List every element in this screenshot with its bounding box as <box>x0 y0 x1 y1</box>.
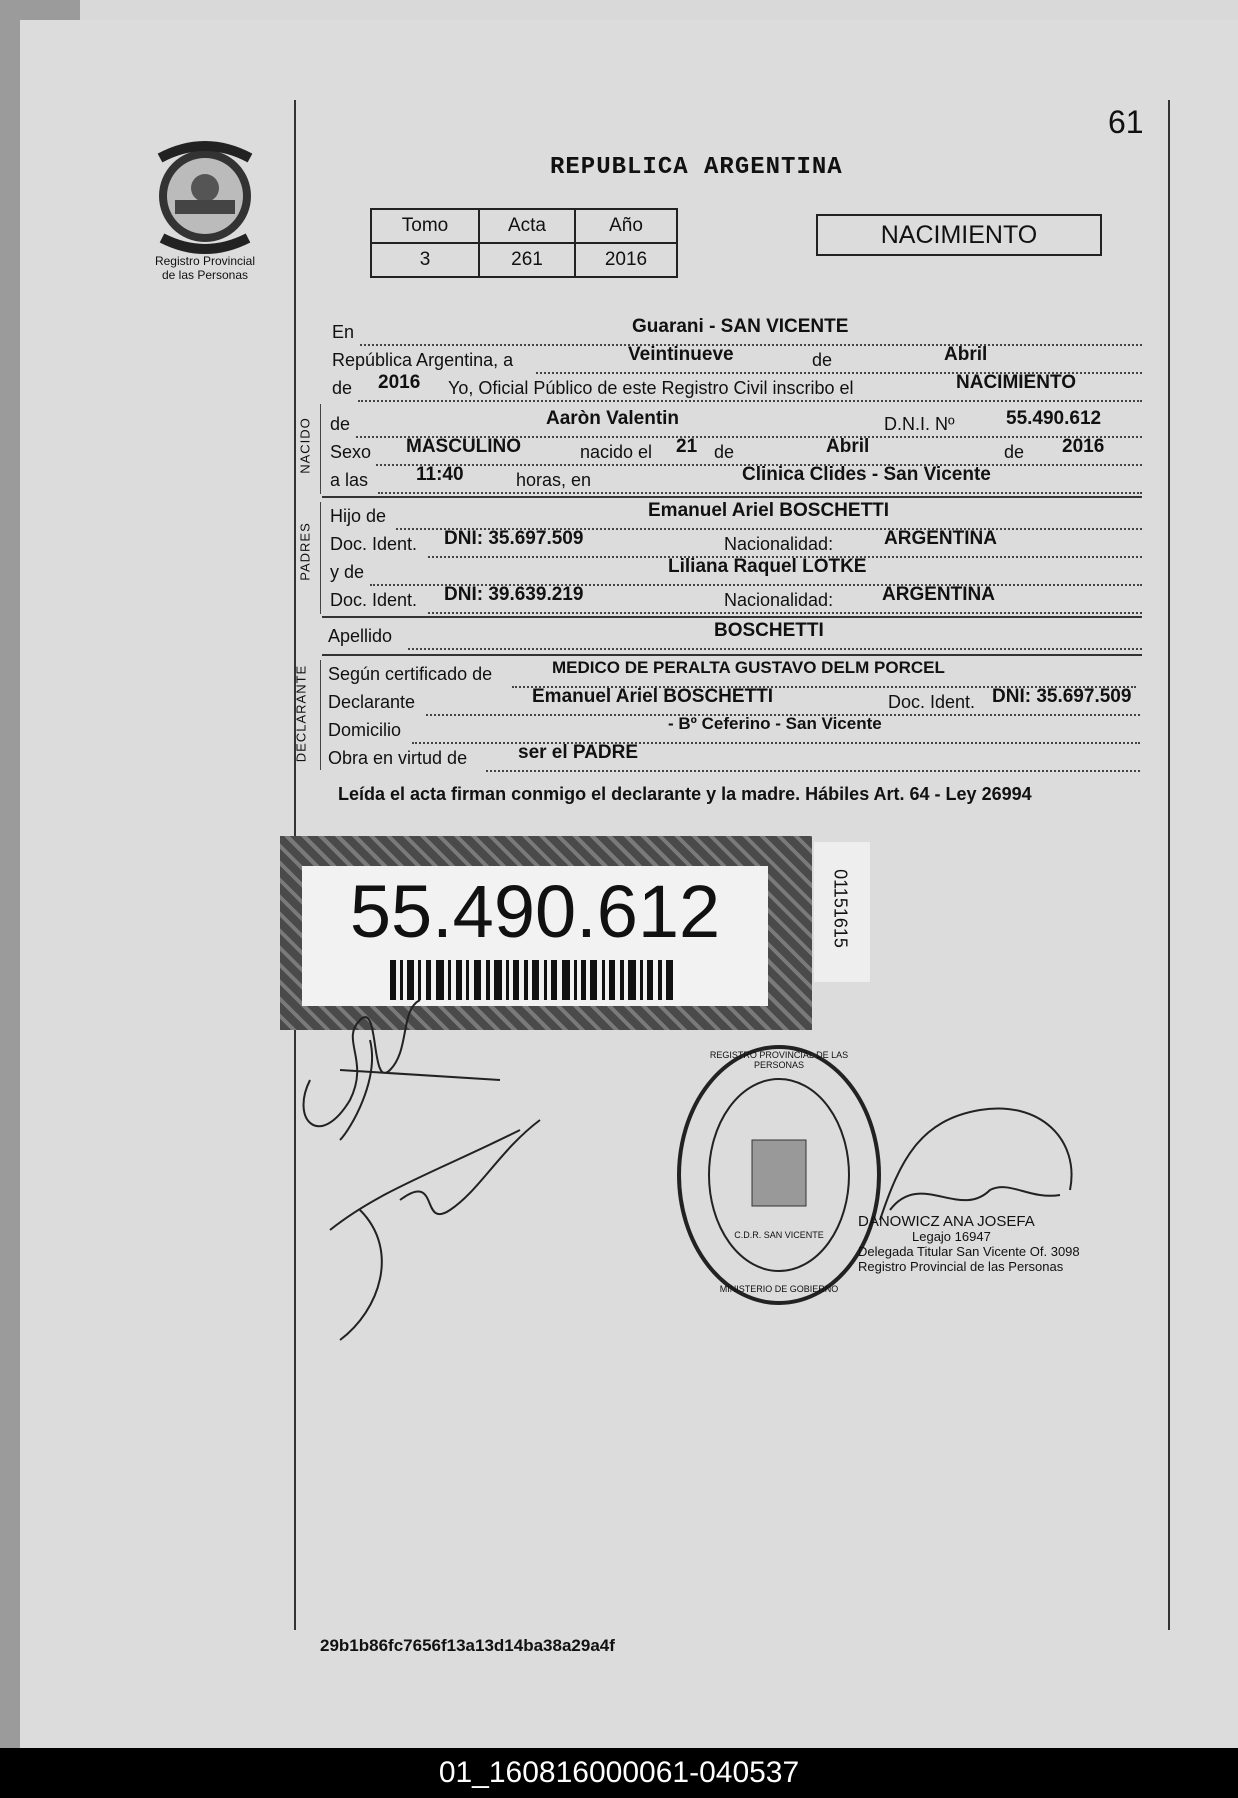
nacido-divider <box>320 404 321 494</box>
row-apellido <box>328 620 1142 648</box>
label-a-las: a las <box>330 470 369 490</box>
label-nacionalidad: Nacionalidad: <box>724 534 834 554</box>
label-oficial: Yo, Oficial Público de este Registro Civil inscribo el <box>448 378 854 398</box>
row-y-de <box>330 556 1142 584</box>
value-declarante: Emanuel Ariel BOSCHETTI <box>532 686 774 707</box>
emblem-caption-line2: de las Personas <box>161 268 249 282</box>
label-de: de <box>812 350 833 370</box>
value-mother: Liliana Raquel LOTKE <box>668 556 867 577</box>
row-year <box>332 372 1142 400</box>
official-stamp <box>674 1040 884 1310</box>
row-declarante <box>328 686 1140 714</box>
label-hijo: Hijo de <box>330 506 387 526</box>
record-type-box: NACIMIENTO <box>816 214 1102 256</box>
value-mother-nat: ARGENTINA <box>882 584 995 605</box>
label-nacionalidad-2: Nacionalidad: <box>724 590 834 610</box>
row-republica <box>332 344 1142 372</box>
side-control-code <box>814 842 870 982</box>
label-apellido: Apellido <box>328 626 393 646</box>
document-hash: 29b1b86fc7656f13a13d14ba38a29a4f <box>320 1636 615 1655</box>
label-en: En <box>332 322 355 342</box>
value-certificado: MEDICO DE PERALTA GUSTAVO DELM PORCEL <box>552 658 945 677</box>
value-inscribo: NACIMIENTO <box>956 372 1076 393</box>
value-mother-doc: DNI: 39.639.219 <box>444 584 584 605</box>
label-doc: Doc. Ident. <box>330 534 418 554</box>
padres-divider <box>320 502 321 614</box>
dots <box>536 350 1142 374</box>
value-en: Guarani - SAN VICENTE <box>632 316 849 337</box>
separator-padres <box>322 616 1142 618</box>
label-obra: Obra en virtud de <box>328 748 468 768</box>
row-certificado <box>328 658 1136 686</box>
header-acta: Acta <box>479 209 575 243</box>
value-apellido: BOSCHETTI <box>714 620 824 641</box>
label-horas: horas, en <box>516 470 592 490</box>
row-nacido-name <box>330 408 1142 436</box>
value-month: Abril <box>944 344 988 365</box>
label-doc-2: Doc. Ident. <box>330 590 418 610</box>
row-domicilio <box>328 714 1140 742</box>
label-republica: República Argentina, a <box>332 350 514 370</box>
row-en <box>332 316 1142 344</box>
value-ano: 2016 <box>575 243 677 277</box>
official-name: DANOWICZ ANA JOSEFA <box>858 1213 1035 1230</box>
official-legajo: Legajo 16947 <box>912 1229 991 1244</box>
page-number: 61 <box>1108 104 1144 140</box>
official-role: Delegada Titular San Vicente Of. 3098 <box>858 1244 1080 1259</box>
value-child-dni: 55.490.612 <box>1006 408 1102 429</box>
footer-id: 01_160816000061-040537 <box>438 1756 800 1789</box>
label-de-3: de <box>1004 442 1025 462</box>
separator-nacido <box>322 496 1142 498</box>
header-ano: Año <box>575 209 677 243</box>
barcode-number: 55.490.612 <box>349 870 721 953</box>
value-time: 11:40 <box>416 464 464 485</box>
label-year-de: de <box>332 378 353 398</box>
emblem-caption-line1: Registro Provincial <box>154 254 256 268</box>
section-declarante: DECLARANTE <box>293 664 309 763</box>
signature-madre <box>320 1110 580 1350</box>
closing-statement: Leída el acta firman conmigo el declarante y la madre. Hábiles Art. 64 - Ley 26994 <box>338 784 1032 804</box>
label-dni: D.N.I. Nº <box>884 414 955 434</box>
value-acta: 261 <box>479 243 575 277</box>
label-decl-doc: Doc. Ident. <box>888 692 976 712</box>
row-sexo <box>330 436 1142 464</box>
label-certificado: Según certificado de <box>328 664 493 684</box>
label-de-2: de <box>714 442 735 462</box>
value-obra: ser el PADRE <box>518 742 639 763</box>
row-mother-doc <box>330 584 1142 612</box>
right-margin-line <box>1168 100 1170 1630</box>
label-domicilio: Domicilio <box>328 720 402 740</box>
footer-id-bar <box>0 1748 1238 1798</box>
label-nacido-el: nacido el <box>580 442 653 462</box>
label-sexo: Sexo <box>330 442 372 462</box>
side-code-text: 01151615 <box>830 869 851 948</box>
signature-official <box>860 1100 1090 1230</box>
value-domicilio: - Bº Ceferino - San Vicente <box>668 714 882 733</box>
stamp-inner-text: C.D.R. SAN VICENTE <box>734 1230 824 1240</box>
label-nacido-de: de <box>330 414 351 434</box>
header-tomo: Tomo <box>371 209 479 243</box>
stamp-bottom-text: MINISTERIO DE GOBIERNO <box>719 1284 839 1294</box>
label-declarante: Declarante <box>328 692 416 712</box>
value-child-name: Aaròn Valentin <box>546 408 680 429</box>
record-table <box>370 208 678 278</box>
label-y-de: y de <box>330 562 365 582</box>
emblem-caption <box>140 254 270 282</box>
value-birth-place: Clinica Clides - San Vicente <box>742 464 991 485</box>
row-hijo <box>330 500 1142 528</box>
value-father-nat: ARGENTINA <box>884 528 997 549</box>
document-title: REPUBLICA ARGENTINA <box>550 154 843 181</box>
value-father-doc: DNI: 35.697.509 <box>444 528 584 549</box>
value-birth-day: 21 <box>676 436 698 457</box>
section-nacido: NACIDO <box>297 417 313 474</box>
value-decl-doc: DNI: 35.697.509 <box>992 686 1132 707</box>
provincial-emblem <box>150 138 260 258</box>
row-obra <box>328 742 1140 770</box>
separator-apellido <box>322 654 1142 656</box>
stamp-ring-text: REGISTRO PROVINCIAL DE LAS PERSONAS <box>709 1050 849 1070</box>
official-org: Registro Provincial de las Personas <box>858 1259 1064 1274</box>
value-day: Veintinueve <box>628 344 734 365</box>
value-birth-month: Abril <box>826 436 870 457</box>
row-father-doc <box>330 528 1142 556</box>
official-caption <box>858 1214 1080 1274</box>
row-hora <box>330 464 1142 492</box>
section-padres: PADRES <box>297 522 313 581</box>
value-father: Emanuel Ariel BOSCHETTI <box>648 500 890 521</box>
value-year: 2016 <box>378 372 421 393</box>
value-tomo: 3 <box>371 243 479 277</box>
declarante-divider <box>320 660 321 770</box>
value-sexo: MASCULINO <box>406 436 522 457</box>
value-birth-year: 2016 <box>1062 436 1105 457</box>
